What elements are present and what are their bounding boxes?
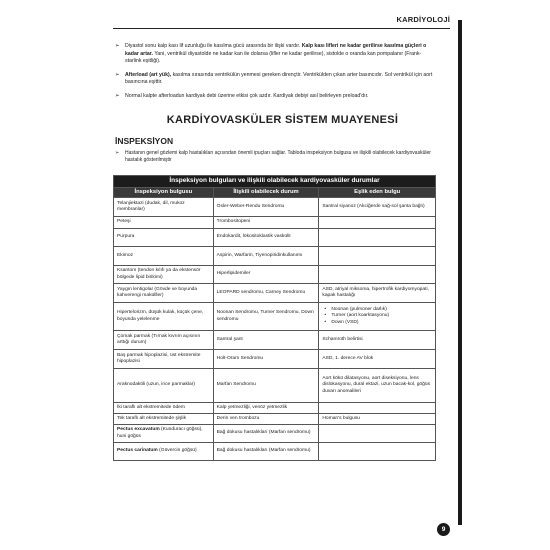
sub-title: İNSPEKSİYON bbox=[115, 136, 174, 146]
list-item: • Down (VSD) bbox=[322, 320, 432, 326]
cell-accompanying bbox=[319, 266, 436, 284]
cell-accompanying: ASD, 1. derece AV blok bbox=[319, 350, 436, 369]
cell-finding: Tek taraflı alt ekstremitede şişlik bbox=[114, 414, 214, 425]
list-item: • Noonan (pulmoner darlık) bbox=[322, 307, 432, 313]
cell-finding: Purpura bbox=[114, 229, 214, 247]
cell-condition: Endokardit, lökositoklastik vaskülit bbox=[213, 229, 319, 247]
bullet-tail: Yani, ventrikül diyastolde ne kadar kan ile dolarsa (lifler ne kadar gerilirse), sistolde o oranda kan pompalanır (Frank-starlink eşitliği). bbox=[125, 50, 422, 64]
table-caption: İnspeksiyon bulguları ve ilişkili olabilecek kardiyovasküler durumlar bbox=[114, 176, 436, 188]
cell-accompanying: Schamroth belirtisi bbox=[319, 331, 436, 350]
table-row bbox=[114, 331, 436, 350]
cell-accompanying: Aort kökü dilatasyonu, aort diseksiyonu, lens dislokasyonu, dural ektazi, uzun bacak-kol, göğüs duvarı anomalileri bbox=[319, 369, 436, 403]
finding-text: (Kunduracı göğsü), huni göğüs bbox=[117, 427, 203, 439]
cell-finding: Ekimoz bbox=[114, 247, 214, 266]
bullet-item bbox=[115, 72, 437, 87]
bullet-list bbox=[115, 43, 437, 106]
cell-condition: Holt-Oram Sendromu bbox=[213, 350, 319, 369]
header-rule bbox=[113, 28, 450, 29]
bullet-text: Normal kalpte afterloadun kardiyak debi üzerine etkisi çok azdır. Kardiyak debiyi asıl belirleyen preload'dır. bbox=[125, 92, 369, 99]
arrow-bullet-icon: ➢ bbox=[115, 71, 120, 78]
cell-finding: Peteşi bbox=[114, 217, 214, 229]
accompanying-list bbox=[322, 307, 432, 326]
cell-condition: Santral şant bbox=[213, 331, 319, 350]
cell-finding: Hipertelorizm, düşük kulak, küçük çene, boyunda yelelenme bbox=[114, 303, 214, 331]
table-row bbox=[114, 369, 436, 403]
cell-finding: Çomak parmak (Tırnak kıvrım açısının arttığı durum) bbox=[114, 331, 214, 350]
cell-condition: Noonan Sendromu, Turner Sendromu, Down sendromu bbox=[213, 303, 319, 331]
cell-finding: Ksantom (tendon kılıfı ya da ekstensör bölgede lipid birikimi) bbox=[114, 266, 214, 284]
table-row bbox=[114, 350, 436, 369]
cell-finding: Baş parmak hipoplazisi, üst ekstremite hipoplazisi bbox=[114, 350, 214, 369]
table-row bbox=[114, 443, 436, 461]
cell-accompanying bbox=[319, 443, 436, 461]
table-row bbox=[114, 414, 436, 425]
cell-condition: Derin ven trombozu bbox=[213, 414, 319, 425]
arrow-bullet-icon: ➢ bbox=[115, 43, 120, 49]
finding-text: (Güvercin göğsü) bbox=[157, 448, 197, 454]
cell-accompanying: Santral siyanoz (Akciğerde sağ-sol şanta bağlı) bbox=[319, 198, 436, 217]
section-title: KARDİYOVASKÜLER SİSTEM MUAYENESİ bbox=[166, 114, 399, 126]
table-row bbox=[114, 425, 436, 443]
table-row bbox=[114, 403, 436, 414]
bullet-text: Diyastol sonu kalp kası lif uzunluğu ile kasılma gücü arasında bir ilişki vardır. bbox=[125, 43, 302, 49]
cell-condition: LEOPARD sendromu, Carney Sendromu bbox=[213, 284, 319, 303]
arrow-bullet-icon: ➢ bbox=[115, 92, 120, 99]
cell-finding: Yaygın lentigolar (Gövde ve boyunda kahverengi makülller) bbox=[114, 284, 214, 303]
cell-condition: Trombositopeni bbox=[213, 217, 319, 229]
cell-finding: Telanjiektazi (dudak, dil, mukoz membranlar) bbox=[114, 198, 214, 217]
page-number-badge: 9 bbox=[437, 523, 450, 536]
table-row bbox=[114, 247, 436, 266]
cell-accompanying: Homan's bulgusu bbox=[319, 414, 436, 425]
arrow-bullet-icon: ➢ bbox=[115, 150, 120, 156]
bullet-bold: Afterload (art yük), bbox=[125, 71, 172, 78]
table-row bbox=[114, 229, 436, 247]
bullet-tail: kasılma sırasında ventrikülün yenmesi gereken dirençtir. Ventrikülden çıkan arter basıncıdır. Sol ventrikül için aort basıncına eşittir. bbox=[125, 71, 433, 85]
finding-bold: Pectus excavatum bbox=[117, 427, 160, 433]
cell-accompanying bbox=[319, 403, 436, 414]
inspection-table bbox=[113, 175, 436, 461]
table-row bbox=[114, 217, 436, 229]
intro-paragraph bbox=[115, 150, 437, 164]
cell-condition: Kalp yetmezliği, venöz yetmezlik bbox=[213, 403, 319, 414]
side-thumb-bar bbox=[458, 20, 462, 525]
finding-bold: Pectus carinatum bbox=[117, 448, 158, 454]
table-row bbox=[114, 198, 436, 217]
bullet-item bbox=[115, 93, 437, 101]
column-header: Eşlik eden bulgu bbox=[319, 188, 436, 198]
cell-condition: Osler-Weber-Rendu Sendromu bbox=[213, 198, 319, 217]
cell-finding: İki taraflı alt ekstremitede ödem bbox=[114, 403, 214, 414]
cell-finding bbox=[114, 425, 214, 443]
bullet-item bbox=[115, 43, 437, 66]
cell-accompanying bbox=[319, 303, 436, 331]
column-header: İlişkili olabilecek durum bbox=[213, 188, 319, 198]
cell-condition: Aspirin, Warfarin, Tiyenopiridinkullanımı bbox=[213, 247, 319, 266]
cell-condition: Bağ dokusu hastalıkları (Marfan sendromu) bbox=[213, 425, 319, 443]
column-header: İnspeksiyon bulgusu bbox=[114, 188, 214, 198]
cell-accompanying bbox=[319, 229, 436, 247]
table-row bbox=[114, 266, 436, 284]
table-row bbox=[114, 303, 436, 331]
cell-accompanying bbox=[319, 247, 436, 266]
cell-accompanying: ASD, atriyal miksoma, hipertrofik kardiyomyopati, kapak hastalığı bbox=[319, 284, 436, 303]
cell-condition: Bağ dokusu hastalıkları (Marfan sendromu) bbox=[213, 443, 319, 461]
cell-accompanying bbox=[319, 425, 436, 443]
cell-accompanying bbox=[319, 217, 436, 229]
cell-condition: Marfan Sendromu bbox=[213, 369, 319, 403]
table-caption-row bbox=[114, 176, 436, 188]
list-item: • Turner (aort koarktasyonu) bbox=[322, 313, 432, 319]
cell-finding bbox=[114, 443, 214, 461]
cell-condition: Hiperlipidemiler bbox=[213, 266, 319, 284]
table-header-row bbox=[114, 188, 436, 198]
bullet-bold: Kalp kası lifleri ne kadar gerilirse kasılma güçleri o kadar artar. bbox=[125, 43, 427, 57]
intro-text: Hastanın genel gözlemi kalp hastalıkları açısından önemli ipuçları sağlar. Tabloda inspeksiyon bulgusu ve ilişkili olabilecek kardiyovasküler hastalık gösterilmiştir bbox=[125, 150, 431, 163]
table-row bbox=[114, 284, 436, 303]
cell-finding: Araknodaktili (uzun, ince parmaklar) bbox=[114, 369, 214, 403]
running-header: KARDİYOLOJİ bbox=[396, 15, 450, 24]
